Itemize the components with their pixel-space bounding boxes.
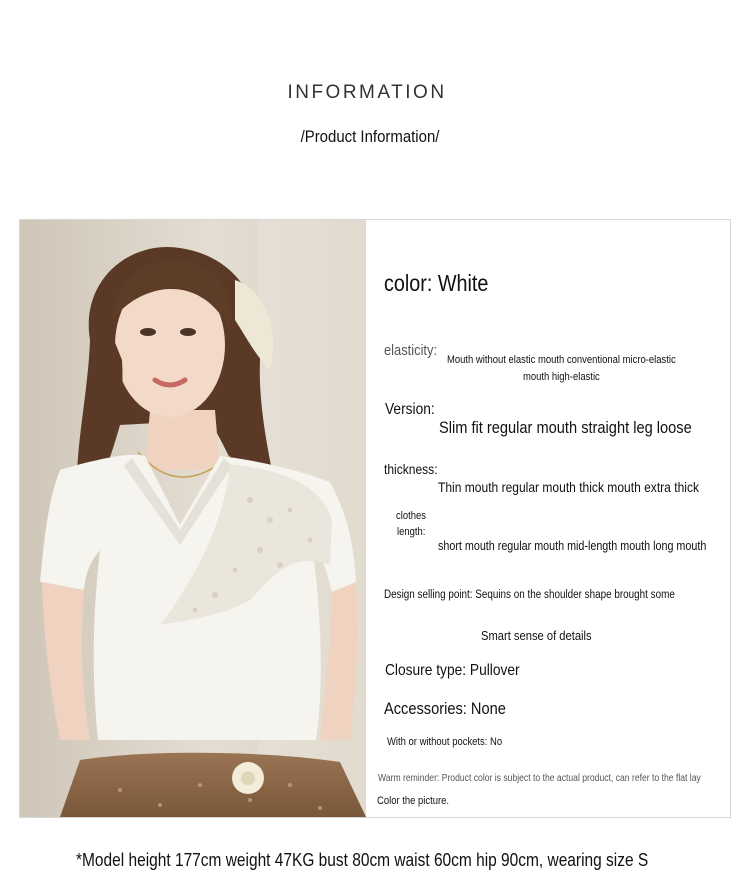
product-info-panel: [19, 219, 731, 818]
spec-thickness-value: Thin mouth regular mouth thick mouth extra thick: [438, 479, 699, 495]
warm-reminder-line2: Color the picture.: [377, 795, 450, 807]
spec-color: color: White: [384, 270, 489, 296]
spec-elasticity-value-line1: Mouth without elastic mouth conventional micro-elastic: [447, 354, 676, 366]
spec-closure: Closure type: Pullover: [385, 662, 520, 679]
spec-accessories: Accessories: None: [384, 699, 506, 718]
spec-elasticity-value-line2: mouth high-elastic: [523, 371, 600, 383]
spec-design-line1: Design selling point: Sequins on the shoulder shape brought some: [384, 589, 675, 601]
spec-version-label: Version:: [385, 401, 435, 418]
spec-thickness-label: thickness:: [384, 461, 438, 477]
warm-reminder-line1: Warm reminder: Product color is subject to the actual product, can refer to the flat lay: [378, 773, 701, 784]
model-size-caption: *Model height 177cm weight 47KG bust 80cm waist 60cm hip 90cm, wearing size S: [76, 850, 649, 870]
spec-length-value: short mouth regular mouth mid-length mouth long mouth: [438, 539, 707, 553]
spec-version-value: Slim fit regular mouth straight leg loose: [439, 418, 692, 437]
spec-length-label-line1: clothes: [396, 510, 426, 522]
header-title: INFORMATION: [287, 82, 447, 103]
spec-pockets: With or without pockets: No: [387, 736, 503, 748]
spec-list: [366, 220, 730, 817]
header-subtitle: /Product Information/: [300, 127, 440, 146]
spec-length-label-line2: length:: [397, 526, 426, 538]
spec-elasticity-label: elasticity:: [384, 342, 438, 359]
spec-design-line2: Smart sense of details: [481, 628, 592, 643]
model-photo: [20, 220, 366, 817]
